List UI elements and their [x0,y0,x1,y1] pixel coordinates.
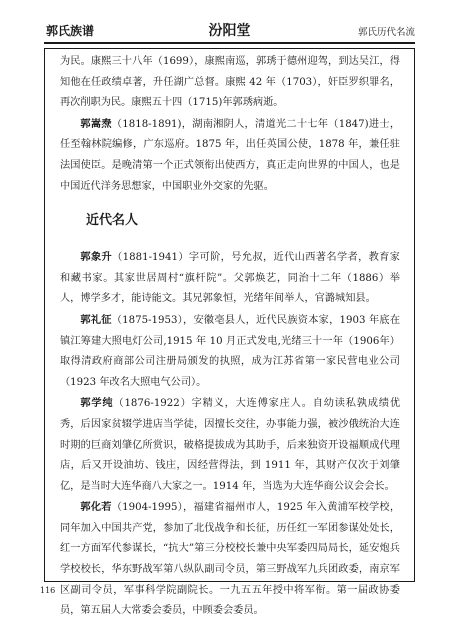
biography-entry [60,310,400,393]
biography-entry [60,497,400,622]
biography-entry [60,247,400,310]
biography-text: （1875-1953），安徽亳县人，近代民族资本家，1903 年底在镇江筹建大照电灯公司,1915 年 10 月正式发电,光绪三十一年（1906年）取得清政府商部公司注册局颁发的执照，成为江苏省第一家民营电业公司（1923 年改名大照电气公司）。 [60,314,401,388]
biography-guo-songtao [60,114,400,197]
header-book-title: 郭氏族谱 [46,24,95,38]
section-heading: 近代名人 [86,213,139,229]
biography-text: （1818-1891)，湖南湘阴人，清道光二十七年（1847)进士，任至翰林院编修，广东巡府。1875 年，出任英国公使，1878 年，兼任驻法国使臣。是晚清第一个正式领衔出使西方，真正走向世界的中国人，也是中国近代洋务思想家，中国职业外交家的先驱。 [60,118,401,192]
page-number: 116 [40,586,56,595]
biography-text: （1876-1922）字精义，大连傅家庄人。自幼读私孰成绩优秀，后因家贫辍学进店当学徒，因擅长交往，办事能力强，被沙俄统治大连时期的巨商刘肇亿所赏识，破格提拔成为其助手，后来独资开设福顺成代理店，后又开设油坊、钱庄，因经营得法，到 1911 年，其财产仅次于刘肇亿，是当时大连华商八大家之一。1914 年，当选为大连华商公议会会长。 [60,398,401,492]
person-name: 郭嵩焘 [80,117,112,130]
biography-text: （1904-1995），福建省福州市人，1925 年入黄浦军校学校，同年加入中国共产党，参加了北伐战争和长征，历任红一军团参谋处处长，红一方面军代参谋长，“抗大”第三分校校长兼中央军委四局局长，延安炮兵学校校长，华东野战军第八纵队副司令员，第三野战军九兵团政委，南京军区副司令员，军事科学院副院长。一九五五年授中将军衔。第一届政协委员，第五届人大常委会委员，中顾委会委员。 [60,502,401,617]
header-hall-name: 汾阳堂 [208,23,251,39]
person-name: 郭象升 [80,251,113,264]
person-name: 郭化若 [80,501,112,514]
page-header [44,20,415,44]
header-chapter-title: 郭氏历代名流 [357,27,415,38]
biography-entry [60,393,400,497]
continued-paragraph: 为民。康熙三十八年（1699），康熙南巡，郭琇于德州迎驾，到达吴江，得知他在任政绩卓著，升任湖广总督。康熙 42 年（1703），奸臣罗织罪名，再次削职为民。康熙五十四（1715)年郭琇病逝。 [60,56,400,109]
page-body [60,52,400,622]
biography-text: （1881-1941）字可阶，号允叔，近代山西著名学者，教育家和藏书家。其家世居周村“旗杆院”。父郭焕艺，同治十二年（1886）举人，博学多才，能诗能文。其兄郭象恒，光绪年间举人，官潞城知县。 [60,252,400,305]
person-name: 郭学纯 [80,397,114,410]
person-name: 郭礼征 [80,313,112,326]
